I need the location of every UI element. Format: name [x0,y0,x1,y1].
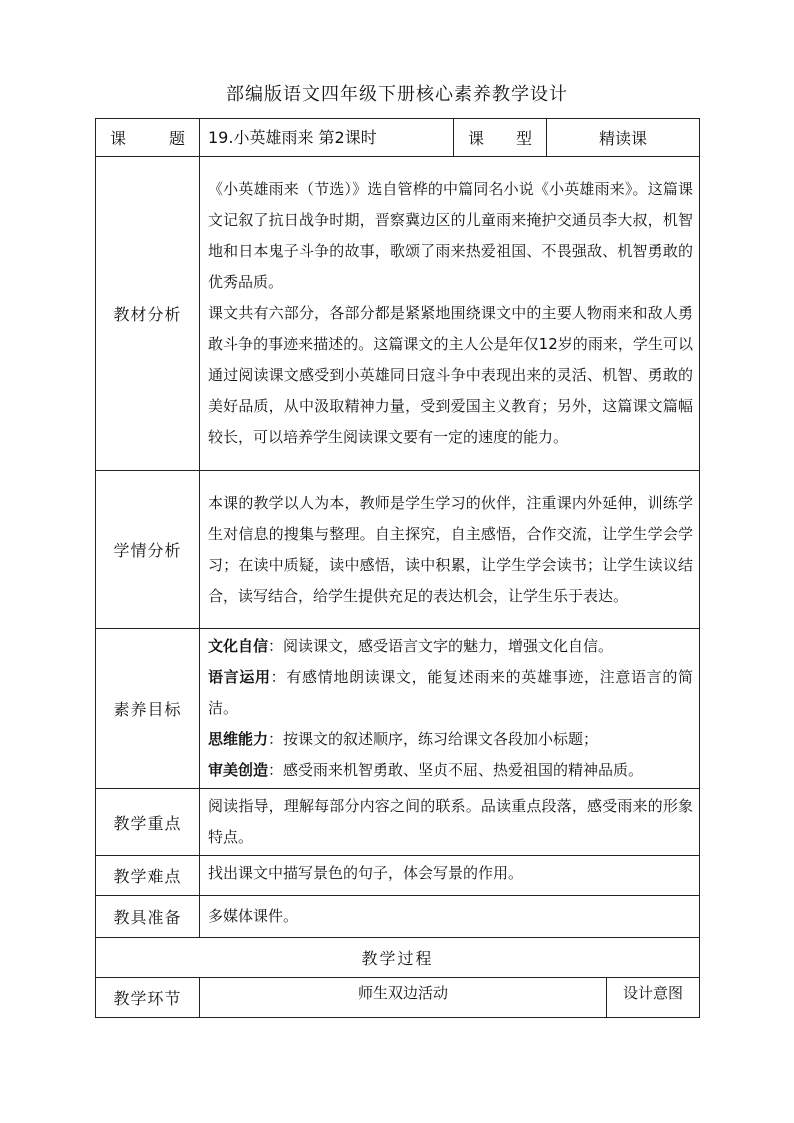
lesson-label-cell [96,119,200,157]
material-row [96,157,700,471]
learning-label: 学情分析 [96,471,200,629]
process-title-row [96,938,700,978]
type-label-a: 课 [468,129,485,148]
process-col-intent: 设计意图 [607,978,700,1018]
goal-key: 思维能力 [208,730,269,748]
lesson-label-a: 课 [110,129,127,148]
key-points-row [96,789,700,856]
goal-item [208,662,693,724]
goal-key: 审美创造 [208,761,269,779]
material-paragraph-2: 课文共有六部分，各部分都是紧紧地围绕课文中的主要人物雨来和敌人勇敢斗争的事迹来描述的。这篇课文的主人公是年仅12岁的雨来，学生可以通过阅读课文感受到小英雄同日寇斗争中表现出来的灵活、机智、勇敢的美好品质，从中汲取精神力量，受到爱国主义教育；另外，这篇课文篇幅较长，可以培养学生阅读课文要有一定的速度的能力。 [208,304,694,446]
tools-row [96,896,700,938]
tools-content: 多媒体课件。 [200,896,700,938]
goals-row [96,629,700,789]
process-title: 教学过程 [96,938,700,978]
key-points-label: 教学重点 [96,789,200,856]
difficulties-content: 找出课文中描写景色的句子，体会写景的作用。 [200,856,700,896]
goal-key: 文化自信 [208,637,269,655]
learning-row [96,471,700,629]
lesson-plan-table [95,118,700,1018]
material-content [200,157,700,471]
goal-text: ：有感情地朗读课文，能复述雨来的英雄事迹，注意语言的简洁。 [208,668,693,717]
type-value: 精读课 [547,119,700,157]
goal-text: ：阅读课文，感受语言文字的魅力，增强文化自信。 [268,637,614,655]
learning-content: 本课的教学以人为本，教师是学生学习的伙伴，注重课内外延伸，训练学生对信息的搜集与整理。自主探究，自主感悟，合作交流，让学生学会学习；在读中质疑，读中感悟，读中积累，让学生学会读书；让学生读议结合，读写结合，给学生提供充足的表达机会，让学生乐于表达。 [200,471,700,629]
type-label-b: 型 [515,129,532,148]
goal-text: ：感受雨来机智勇敢、坚贞不屈、热爱祖国的精神品质。 [268,761,644,779]
material-paragraph-1: 《小英雄雨来（节选）》选自管桦的中篇同名小说《小英雄雨来》。这篇课文记叙了抗日战争时期，晋察冀边区的儿童雨来掩护交通员李大叔，机智地和日本鬼子斗争的故事，歌颂了雨来热爱祖国、不畏强敌、机智勇敢的优秀品质。 [208,180,694,291]
goals-label: 素养目标 [96,629,200,789]
goal-text: ：按课文的叙述顺序，练习给课文各段加小标题； [268,730,599,748]
goal-item [208,724,693,755]
lesson-label-b: 题 [168,129,185,148]
goals-content [200,629,700,789]
process-col-activity: 师生双边活动 [200,978,607,1018]
type-label-cell [454,119,547,157]
page-title: 部编版语文四年级下册核心素养教学设计 [226,84,568,105]
goal-key: 语言运用 [208,668,271,686]
tools-label: 教具准备 [96,896,200,938]
goal-item [208,631,693,662]
lesson-value: 19.小英雄雨来 第2课时 [200,119,454,157]
process-header-row [96,978,700,1018]
key-points-content: 阅读指导，理解每部分内容之间的联系。品读重点段落，感受雨来的形象特点。 [200,789,700,856]
goal-item [208,755,693,786]
difficulties-label: 教学难点 [96,856,200,896]
difficulties-row [96,856,700,896]
header-row [96,119,700,157]
material-label: 教材分析 [96,157,200,471]
process-col-stage: 教学环节 [96,978,200,1018]
